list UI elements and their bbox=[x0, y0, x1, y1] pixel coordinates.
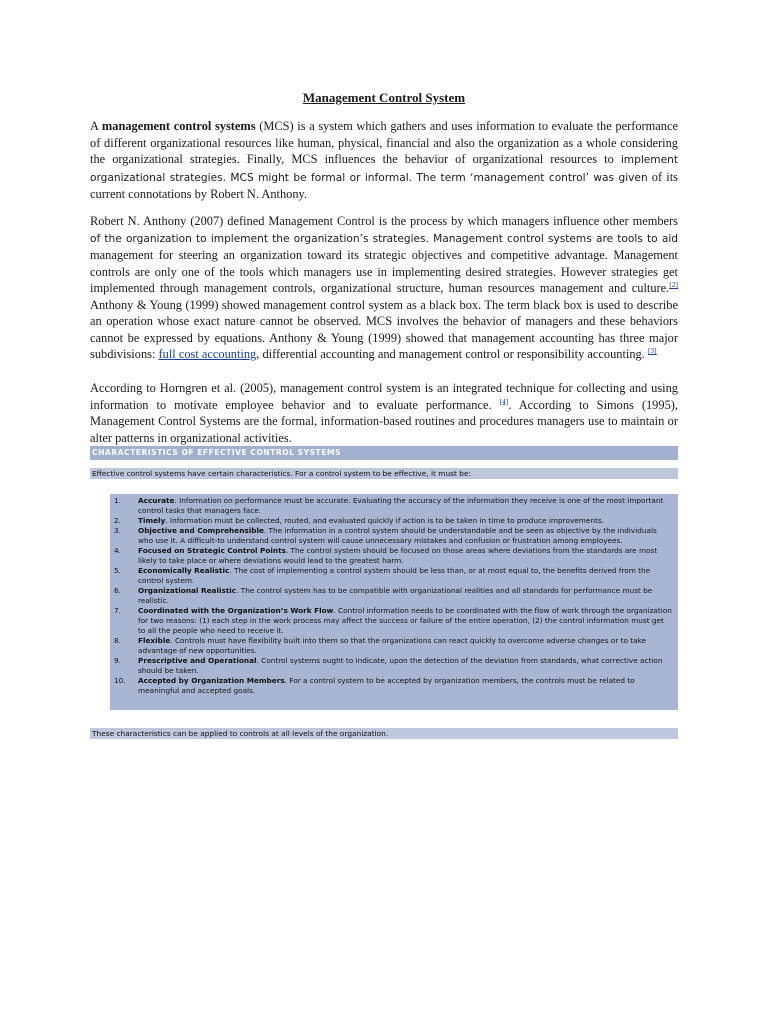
list-item-term: Objective and Comprehensible bbox=[138, 526, 264, 535]
para1-lead: A bbox=[90, 119, 102, 133]
list-item-number: 9. bbox=[114, 656, 121, 665]
list-item bbox=[114, 546, 672, 566]
list-item-text bbox=[138, 526, 672, 546]
list-item-term: Accurate bbox=[138, 496, 175, 505]
list-item-text bbox=[138, 546, 672, 566]
list-item-term: Prescriptive and Operational bbox=[138, 656, 257, 665]
list-item-description: . Control systems ought to indicate, upon the detection of the deviation from standards, what corrective action should be taken. bbox=[138, 656, 663, 675]
list-item-description: . The control system should be focused on those areas where deviations from the standards are most likely to take place or where deviations would lead to the greatest harm. bbox=[138, 546, 658, 565]
list-item-description: . For a control system to be accepted by organization members, the controls must be related to meaningful and accepted goals. bbox=[138, 676, 635, 695]
characteristics-list bbox=[110, 494, 678, 710]
para2-b: management for steering an organization toward its strategic objectives and competitive advantage. Management controls are only one of the tools which managers use in implementing desired strategies. However strategies get implemented through management controls, organizational structure, human resources management and culture. bbox=[90, 248, 678, 295]
list-item-description: . The cost of implementing a control system should be less than, or at most equal to, the benefits derived from the control system. bbox=[138, 566, 651, 585]
para1-bold-term: management control systems bbox=[101, 119, 256, 133]
list-item-term: Economically Realistic bbox=[138, 566, 230, 575]
list-item-number: 2. bbox=[114, 516, 121, 525]
list-item bbox=[114, 496, 672, 516]
list-item-number: 8. bbox=[114, 636, 121, 645]
list-item-number: 1. bbox=[114, 496, 121, 505]
para2-d: , differential accounting and management control or responsibility accounting. bbox=[256, 347, 648, 361]
list-item bbox=[114, 676, 672, 696]
list-item-text bbox=[138, 516, 672, 526]
paragraph-anthony bbox=[90, 213, 678, 363]
list-item-term: Coordinated with the Organization’s Work Flow bbox=[138, 606, 334, 615]
list-item-description: . The information in a control system should be understandable and be seen as objective by the individuals who use it. A difficult-to understand control system will cause unnecessary mistakes and confusion or frustration among employees. bbox=[138, 526, 657, 545]
para1-sans-text: implement organizational strategies. MCS might be formal or informal. The term ‘management control’ was given bbox=[90, 154, 678, 184]
list-item-term: Timely bbox=[138, 516, 166, 525]
list-item-text bbox=[138, 676, 672, 696]
para2-a: Robert N. Anthony (2007) defined Management Control is the process by which managers influence other members bbox=[90, 214, 678, 228]
list-item-description: . The control system has to be compatible with organizational realities and all standards for performance must be realistic. bbox=[138, 586, 653, 605]
list-item-description: . Information must be collected, routed, and evaluated quickly if action is to be taken in time to produce improvements. bbox=[165, 516, 604, 525]
list-item-text bbox=[138, 566, 672, 586]
list-item-term: Organizational Realistic bbox=[138, 586, 237, 595]
section-banner: CHARACTERISTICS OF EFFECTIVE CONTROL SYSTEMS bbox=[90, 446, 678, 460]
reference-3-link[interactable]: [3] bbox=[647, 345, 657, 355]
page-title: Management Control System bbox=[302, 90, 466, 105]
list-item-term: Accepted by Organization Members bbox=[138, 676, 285, 685]
list-item bbox=[114, 516, 672, 526]
list-item bbox=[114, 656, 672, 676]
para1-rest: (MCS) is a system which gathers and uses information to evaluate the performance of different organizational resources like human, physical, financial and also the organization as a whole considering the organizational strategies. Finally, MCS influences the behavior of organizational resources to bbox=[90, 119, 678, 166]
closing-bar: These characteristics can be applied to controls at all levels of the organization. bbox=[90, 728, 678, 739]
list-item bbox=[114, 636, 672, 656]
list-item-description: . Controls must have flexibility built into them so that the organizations can react quickly to overcome adverse changes or to take advantage of new opportunities. bbox=[138, 636, 647, 655]
paragraph-horngren bbox=[90, 380, 678, 446]
para2-sans-text: of the organization to implement the organization’s strategies. Management control systems are tools to aid bbox=[90, 232, 678, 245]
list-item-number: 3. bbox=[114, 526, 121, 535]
list-item-term: Focused on Strategic Control Points bbox=[138, 546, 286, 555]
list-item-text bbox=[138, 496, 672, 516]
list-item bbox=[114, 526, 672, 546]
list-item-text bbox=[138, 656, 672, 676]
list-item bbox=[114, 586, 672, 606]
list-item-description: . Control information needs to be coordinated with the flow of work through the organization for two reasons: (1) each step in the work process may affect the success or failure of the entire operation, (2) the control information must get to all the people who need to receive it. bbox=[138, 606, 672, 635]
list-item-number: 10. bbox=[114, 676, 126, 685]
paragraph-intro bbox=[90, 118, 678, 203]
para3-a: According to Horngren et al. (2005), management control system is an integrated technique for collecting and using information to motivate employee behavior and to evaluate performance. bbox=[90, 381, 678, 412]
list-item bbox=[114, 566, 672, 586]
para2-c: Anthony & Young (1999) showed management control system as a black box. The term black box is used to describe an operation whose exact nature cannot be observed. MCS involves the behavior of managers and these behaviors cannot be expressed by equations. Anthony & Young (1999) showed that management accounting has three major subdivisions: bbox=[90, 297, 678, 361]
full-cost-accounting-link[interactable]: full cost accounting bbox=[158, 347, 257, 361]
list-item-number: 4. bbox=[114, 546, 121, 555]
para1-tail: of its current connotations by Robert N. Anthony. bbox=[90, 169, 678, 201]
reference-2-link[interactable]: [2] bbox=[669, 279, 678, 289]
list-item-text bbox=[138, 606, 672, 636]
para3-b: . According to Simons (1995), Management Control Systems are the formal, information-based routines and procedures managers use to maintain or alter patterns in organizational activities. bbox=[90, 397, 678, 445]
list-item-description: . Information on performance must be accurate. Evaluating the accuracy of the information they receive is one of the most important control tasks that managers face. bbox=[138, 496, 664, 515]
list-item-number: 5. bbox=[114, 566, 121, 575]
reference-4-link[interactable]: [4] bbox=[499, 396, 509, 406]
list-item bbox=[114, 606, 672, 636]
list-item-text bbox=[138, 636, 672, 656]
list-item-text bbox=[138, 586, 672, 606]
list-item-term: Flexible bbox=[138, 636, 171, 645]
list-item-number: 6. bbox=[114, 586, 121, 595]
intro-bar: Effective control systems have certain characteristics. For a control system to be effective, it must be: bbox=[90, 468, 678, 479]
list-item-number: 7. bbox=[114, 606, 121, 615]
